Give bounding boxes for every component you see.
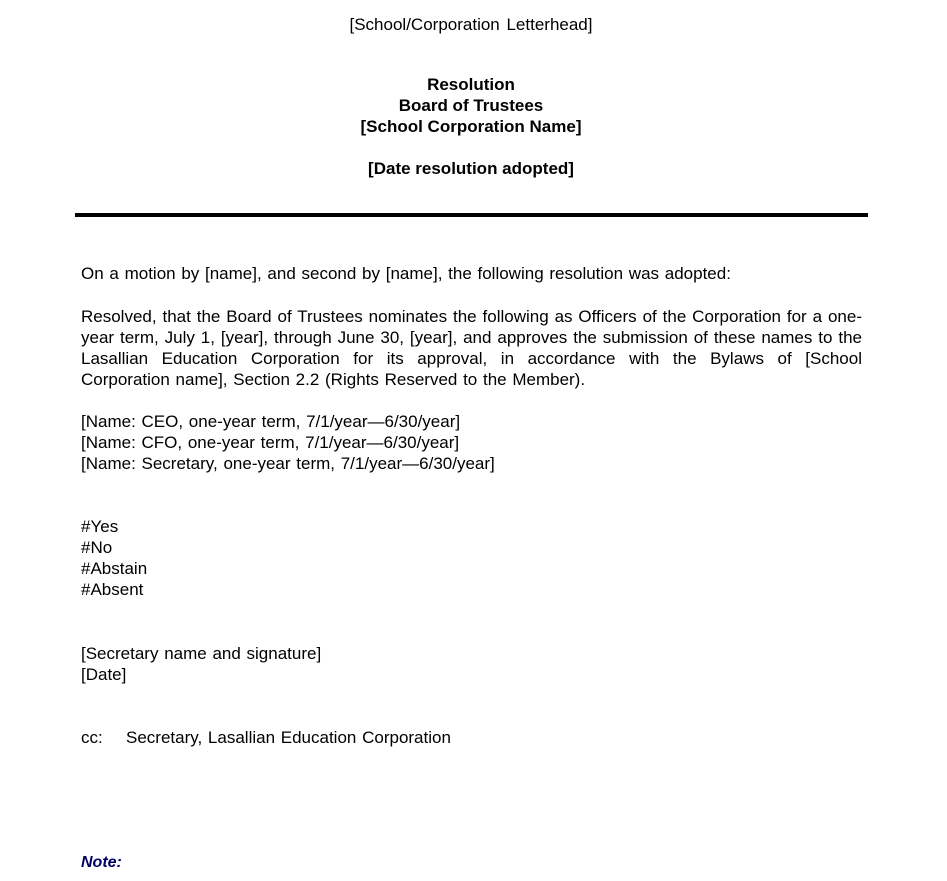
board-title: Board of Trustees <box>398 96 544 115</box>
officer-cfo: [Name: CFO, one-year term, 7/1/year—6/30/year] <box>81 433 460 452</box>
cc-label: cc: <box>81 728 103 747</box>
vote-abstain: #Abstain <box>81 559 148 578</box>
officer-ceo: [Name: CEO, one-year term, 7/1/year—6/30/year] <box>81 412 461 431</box>
vote-absent: #Absent <box>81 580 144 599</box>
signature-date: [Date] <box>81 665 127 684</box>
vote-yes: #Yes <box>81 517 119 536</box>
date-adopted: [Date resolution adopted] <box>368 159 574 178</box>
cc-recipient: Secretary, Lasallian Education Corporation <box>126 728 451 747</box>
header-divider <box>75 213 868 217</box>
secretary-signature: [Secretary name and signature] <box>81 644 322 663</box>
resolution-title-block <box>0 74 942 137</box>
vote-tally <box>81 516 862 600</box>
motion-paragraph: On a motion by [name], and second by [name], the following resolution was adopted: <box>81 264 731 283</box>
resolved-paragraph: Resolved, that the Board of Trustees nominates the following as Officers of the Corporation for a one-year term, July 1, [year], through June 30, [year], and approves the submission of these names to the Lasallian Education Corporation for its approval, in accordance with the Bylaws of [School Corporation name], Section 2.2 (Rights Reserved to the Member). <box>81 307 862 389</box>
note-label: Note: <box>81 854 122 871</box>
resolution-title: Resolution <box>427 75 515 94</box>
cc-line <box>81 727 862 748</box>
officer-secretary: [Name: Secretary, one-year term, 7/1/year—6/30/year] <box>81 454 495 473</box>
vote-no: #No <box>81 538 113 557</box>
signature-block <box>81 643 862 685</box>
officer-list <box>81 411 862 474</box>
corporation-name: [School Corporation Name] <box>360 117 582 136</box>
letterhead: [School/Corporation Letterhead] <box>349 15 593 34</box>
